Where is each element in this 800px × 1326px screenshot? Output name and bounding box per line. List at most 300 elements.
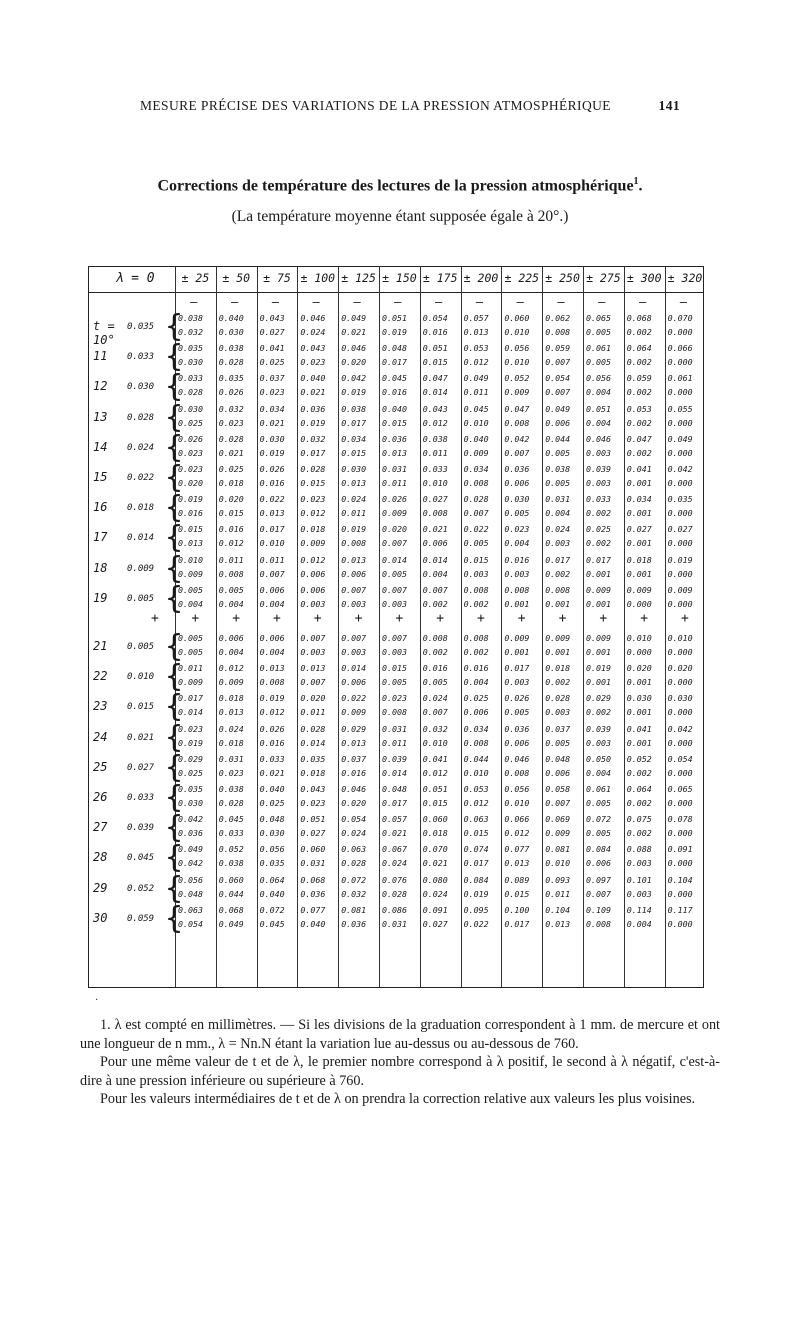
positive-lambda-value: 0.017	[586, 554, 611, 565]
positive-lambda-value: 0.010	[626, 633, 652, 643]
row-brace: {	[165, 309, 184, 344]
column-header: ± 225	[504, 271, 540, 285]
footnote-3: Pour les valeurs intermédiaires de t et de λ on prendra la correction relative aux valeurs les plus voisines.	[100, 1091, 696, 1108]
positive-lambda-value: 0.046	[341, 784, 367, 794]
positive-lambda-value: 0.022	[259, 494, 285, 505]
negative-lambda-value: 0.006	[504, 478, 530, 488]
row-brace: {	[165, 580, 184, 616]
positive-lambda-value: 0.065	[586, 313, 611, 323]
positive-lambda-value: 0.091	[422, 904, 448, 915]
negative-lambda-value: 0.013	[218, 707, 244, 718]
minus-sign: —	[312, 295, 321, 309]
minus-sign: —	[557, 295, 565, 309]
positive-lambda-value: 0.043	[422, 403, 448, 414]
positive-lambda-value: 0.040	[259, 784, 285, 794]
zero-lambda-value: 0.005	[127, 642, 155, 652]
positive-lambda-value: 0.021	[422, 524, 448, 535]
negative-lambda-value: 0.003	[504, 568, 530, 579]
positive-lambda-value: 0.016	[504, 554, 530, 565]
positive-lambda-value: 0.034	[463, 464, 489, 474]
positive-lambda-value: 0.037	[341, 753, 367, 764]
positive-lambda-value: 0.006	[259, 633, 285, 643]
positive-lambda-value: 0.011	[218, 554, 244, 565]
positive-lambda-value: 0.061	[667, 373, 693, 384]
positive-lambda-value: 0.016	[218, 524, 244, 535]
positive-lambda-value: 0.029	[586, 693, 611, 704]
negative-lambda-value: 0.054	[178, 918, 203, 929]
temperature-label: 18	[93, 560, 108, 575]
temperature-label: 14	[93, 439, 108, 454]
positive-lambda-value: 0.018	[218, 693, 244, 704]
positive-lambda-value: 0.042	[504, 433, 530, 444]
temperature-label: 21	[93, 639, 108, 653]
zero-lambda-value: 0.027	[127, 762, 155, 773]
negative-lambda-value: 0.002	[545, 677, 571, 688]
negative-lambda-value: 0.012	[422, 767, 448, 778]
positive-lambda-value: 0.042	[667, 723, 693, 734]
positive-lambda-value: 0.049	[341, 313, 367, 323]
positive-lambda-value: 0.009	[545, 633, 571, 643]
negative-lambda-value: 0.012	[504, 828, 530, 839]
row-brace: {	[165, 840, 184, 876]
negative-lambda-value: 0.000	[667, 888, 693, 899]
negative-lambda-value: 0.016	[178, 508, 203, 519]
negative-lambda-value: 0.035	[259, 858, 285, 869]
positive-lambda-value: 0.068	[300, 874, 326, 885]
negative-lambda-value: 0.004	[259, 647, 285, 657]
positive-lambda-value: 0.019	[586, 663, 611, 674]
negative-lambda-value: 0.006	[341, 568, 367, 579]
negative-lambda-value: 0.030	[218, 327, 244, 337]
positive-lambda-value: 0.039	[382, 753, 407, 764]
negative-lambda-value: 0.004	[626, 918, 652, 929]
positive-lambda-value: 0.027	[667, 524, 693, 535]
negative-lambda-value: 0.002	[626, 357, 652, 368]
positive-lambda-value: 0.033	[422, 464, 448, 474]
row-brace: {	[165, 749, 184, 785]
negative-lambda-value: 0.023	[259, 387, 285, 398]
positive-lambda-value: 0.018	[300, 524, 326, 535]
positive-lambda-value: 0.017	[259, 524, 285, 535]
negative-lambda-value: 0.009	[463, 447, 489, 458]
positive-lambda-value: 0.023	[504, 524, 530, 535]
column-header: ± 50	[222, 271, 251, 285]
negative-lambda-value: 0.013	[545, 918, 571, 929]
negative-lambda-value: 0.001	[504, 598, 530, 609]
column-header: ± 75	[263, 271, 291, 285]
positive-lambda-value: 0.034	[341, 433, 367, 444]
negative-lambda-value: 0.001	[626, 538, 652, 549]
positive-lambda-value: 0.072	[259, 904, 285, 915]
temperature-label: 23	[93, 699, 108, 714]
negative-lambda-value: 0.023	[300, 357, 326, 368]
negative-lambda-value: 0.005	[545, 737, 571, 748]
negative-lambda-value: 0.001	[586, 568, 611, 579]
positive-lambda-value: 0.016	[422, 663, 448, 674]
negative-lambda-value: 0.013	[382, 447, 407, 458]
positive-lambda-value: 0.069	[545, 814, 571, 825]
positive-lambda-value: 0.064	[259, 874, 285, 885]
positive-lambda-value: 0.051	[300, 814, 326, 825]
positive-lambda-value: 0.035	[300, 753, 326, 764]
negative-lambda-value: 0.017	[382, 798, 407, 808]
negative-lambda-value: 0.008	[382, 707, 407, 718]
positive-lambda-value: 0.064	[626, 784, 652, 794]
positive-lambda-value: 0.006	[218, 633, 244, 643]
negative-lambda-value: 0.000	[667, 598, 693, 609]
positive-lambda-value: 0.040	[382, 403, 407, 414]
positive-lambda-value: 0.053	[463, 784, 489, 794]
row-brace: {	[165, 460, 184, 495]
plus-sign: +	[273, 611, 281, 626]
row-brace: {	[165, 689, 184, 725]
negative-lambda-value: 0.012	[422, 417, 448, 428]
negative-lambda-value: 0.015	[422, 798, 448, 808]
positive-lambda-value: 0.060	[422, 814, 448, 825]
footnotes	[80, 1016, 720, 1109]
positive-lambda-value: 0.026	[178, 433, 203, 444]
positive-lambda-value: 0.036	[504, 723, 530, 734]
positive-lambda-value: 0.114	[626, 904, 652, 915]
negative-lambda-value: 0.011	[341, 508, 367, 519]
positive-lambda-value: 0.032	[218, 403, 244, 414]
positive-lambda-value: 0.097	[586, 874, 611, 885]
negative-lambda-value: 0.019	[300, 417, 326, 428]
row-brace: {	[165, 520, 184, 556]
negative-lambda-value: 0.038	[218, 858, 244, 869]
negative-lambda-value: 0.003	[586, 737, 611, 748]
negative-lambda-value: 0.016	[341, 767, 367, 778]
negative-lambda-value: 0.009	[504, 387, 530, 398]
positive-lambda-value: 0.005	[178, 633, 203, 643]
negative-lambda-value: 0.009	[300, 538, 326, 549]
positive-lambda-value: 0.005	[218, 584, 244, 595]
minus-sign: —	[598, 295, 606, 309]
positive-lambda-value: 0.008	[463, 584, 489, 595]
negative-lambda-value: 0.003	[382, 598, 407, 609]
positive-lambda-value: 0.081	[341, 904, 367, 915]
negative-lambda-value: 0.030	[178, 357, 203, 368]
negative-lambda-value: 0.010	[463, 767, 489, 778]
positive-lambda-value: 0.013	[259, 663, 285, 674]
column-header: ± 200	[463, 271, 499, 285]
negative-lambda-value: 0.007	[463, 508, 489, 519]
negative-lambda-value: 0.008	[422, 508, 448, 519]
negative-lambda-value: 0.028	[178, 387, 203, 398]
positive-lambda-value: 0.078	[667, 814, 693, 825]
negative-lambda-value: 0.023	[218, 767, 244, 778]
negative-lambda-value: 0.021	[422, 858, 448, 869]
positive-lambda-value: 0.064	[626, 343, 652, 354]
positive-lambda-value: 0.024	[422, 693, 448, 704]
negative-lambda-value: 0.005	[382, 568, 407, 579]
positive-lambda-value: 0.007	[382, 584, 407, 595]
positive-lambda-value: 0.040	[463, 433, 489, 444]
table-header-row	[89, 267, 703, 293]
positive-lambda-value: 0.031	[382, 723, 407, 734]
positive-lambda-value: 0.028	[545, 693, 571, 704]
plus-sign: +	[232, 611, 241, 626]
positive-lambda-value: 0.036	[300, 403, 326, 414]
positive-lambda-value: 0.042	[341, 373, 367, 384]
zero-lambda-value: 0.052	[127, 883, 155, 894]
positive-lambda-value: 0.109	[586, 904, 611, 915]
negative-lambda-value: 0.008	[259, 677, 285, 688]
positive-lambda-value: 0.072	[341, 874, 367, 885]
negative-lambda-value: 0.015	[341, 447, 367, 458]
positive-lambda-value: 0.016	[463, 663, 489, 674]
minus-sign: —	[231, 295, 239, 309]
positive-lambda-value: 0.026	[259, 723, 285, 734]
row-brace: {	[165, 629, 184, 664]
negative-lambda-value: 0.001	[504, 647, 530, 657]
negative-lambda-value: 0.009	[218, 677, 244, 688]
negative-lambda-value: 0.008	[463, 737, 489, 748]
negative-lambda-value: 0.012	[463, 357, 489, 368]
negative-lambda-value: 0.008	[586, 918, 611, 929]
negative-lambda-value: 0.021	[341, 327, 367, 337]
positive-lambda-value: 0.019	[341, 524, 367, 535]
negative-lambda-value: 0.013	[178, 538, 203, 549]
negative-lambda-value: 0.003	[300, 598, 326, 609]
negative-lambda-value: 0.001	[586, 677, 611, 688]
positive-lambda-value: 0.047	[504, 403, 530, 414]
negative-lambda-value: 0.002	[626, 767, 652, 778]
positive-lambda-value: 0.045	[218, 814, 244, 825]
positive-lambda-value: 0.037	[259, 373, 285, 384]
positive-lambda-value: 0.048	[382, 784, 407, 794]
positive-lambda-value: 0.024	[545, 524, 571, 535]
positive-lambda-value: 0.039	[586, 464, 611, 474]
negative-lambda-value: 0.022	[463, 918, 489, 929]
positive-lambda-value: 0.038	[341, 403, 367, 414]
negative-lambda-value: 0.000	[667, 647, 693, 657]
temperature-label: 26	[93, 790, 108, 804]
negative-lambda-value: 0.006	[463, 707, 489, 718]
negative-lambda-value: 0.000	[667, 677, 693, 688]
negative-lambda-value: 0.006	[545, 417, 571, 428]
positive-lambda-value: 0.034	[259, 403, 285, 414]
row-brace: {	[165, 429, 184, 465]
positive-lambda-value: 0.023	[178, 464, 203, 474]
negative-lambda-value: 0.014	[300, 737, 326, 748]
positive-lambda-value: 0.035	[667, 494, 693, 505]
positive-lambda-value: 0.030	[178, 403, 203, 414]
positive-lambda-value: 0.020	[626, 663, 652, 674]
positive-lambda-value: 0.088	[626, 844, 652, 855]
positive-lambda-value: 0.020	[218, 494, 244, 505]
temperature-label: 13	[93, 409, 108, 424]
negative-lambda-value: 0.008	[545, 327, 571, 337]
positive-lambda-value: 0.010	[178, 554, 203, 565]
positive-lambda-value: 0.020	[300, 693, 326, 704]
positive-lambda-value: 0.015	[178, 524, 203, 535]
negative-lambda-value: 0.004	[586, 387, 611, 398]
negative-lambda-value: 0.005	[178, 647, 203, 657]
negative-lambda-value: 0.010	[463, 417, 489, 428]
row-brace: {	[165, 490, 184, 526]
positive-lambda-value: 0.014	[341, 663, 367, 674]
positive-lambda-value: 0.032	[300, 433, 326, 444]
negative-lambda-value: 0.008	[341, 538, 367, 549]
positive-lambda-value: 0.047	[422, 373, 448, 384]
table-row	[89, 900, 703, 937]
temperature-label: 28	[93, 850, 108, 865]
negative-lambda-value: 0.017	[382, 357, 407, 368]
positive-lambda-value: 0.060	[504, 313, 530, 323]
positive-lambda-value: 0.009	[504, 633, 530, 643]
positive-lambda-value: 0.044	[463, 753, 489, 764]
negative-lambda-value: 0.000	[667, 327, 693, 337]
negative-lambda-value: 0.006	[300, 568, 326, 579]
positive-lambda-value: 0.009	[586, 633, 611, 643]
negative-lambda-value: 0.001	[626, 677, 652, 688]
positive-lambda-value: 0.029	[178, 753, 203, 764]
positive-lambda-value: 0.051	[586, 403, 611, 414]
negative-lambda-value: 0.016	[422, 327, 448, 337]
positive-lambda-value: 0.030	[504, 494, 530, 505]
temperature-label: 19	[93, 590, 108, 605]
footnote-2: Pour une même valeur de t et de λ, le premier nombre correspond à λ positif, le second à λ négatif, c'est-à-dire à une pression inférieure ou supérieure à 760.	[80, 1054, 720, 1089]
negative-lambda-value: 0.013	[341, 478, 367, 488]
positive-lambda-value: 0.032	[422, 723, 448, 734]
negative-lambda-value: 0.000	[667, 737, 693, 748]
negative-lambda-value: 0.008	[504, 417, 530, 428]
positive-lambda-value: 0.041	[422, 753, 448, 764]
negative-lambda-value: 0.000	[667, 417, 693, 428]
plus-sign: +	[558, 611, 567, 626]
negative-lambda-value: 0.005	[382, 677, 407, 688]
positive-lambda-value: 0.030	[667, 693, 693, 704]
negative-lambda-value: 0.010	[422, 737, 448, 748]
positive-lambda-value: 0.072	[586, 814, 611, 825]
negative-lambda-value: 0.026	[218, 387, 244, 398]
negative-lambda-value: 0.018	[422, 828, 448, 839]
zero-lambda-value: 0.015	[127, 702, 155, 713]
positive-lambda-value: 0.038	[422, 433, 448, 444]
negative-lambda-value: 0.014	[382, 767, 407, 778]
temperature-label: 11	[93, 349, 108, 364]
negative-lambda-value: 0.014	[422, 387, 448, 398]
zero-lambda-value: 0.014	[127, 533, 155, 544]
negative-lambda-value: 0.005	[545, 478, 571, 488]
zero-lambda-value: 0.005	[127, 593, 155, 604]
negative-lambda-value: 0.032	[341, 888, 367, 899]
positive-lambda-value: 0.044	[545, 433, 571, 444]
negative-lambda-value: 0.036	[341, 918, 367, 929]
temperature-label: t = 10°	[93, 319, 115, 347]
negative-lambda-value: 0.000	[667, 707, 693, 718]
negative-lambda-value: 0.017	[463, 858, 489, 869]
positive-lambda-value: 0.025	[586, 524, 611, 535]
positive-lambda-value: 0.056	[178, 874, 203, 885]
positive-lambda-value: 0.049	[545, 403, 571, 414]
positive-lambda-value: 0.012	[218, 663, 244, 674]
negative-lambda-value: 0.015	[300, 478, 326, 488]
negative-lambda-value: 0.019	[341, 387, 367, 398]
positive-lambda-value: 0.091	[667, 844, 693, 855]
positive-lambda-value: 0.029	[341, 723, 367, 734]
positive-lambda-value: 0.015	[463, 554, 489, 565]
positive-lambda-value: 0.053	[626, 403, 652, 414]
negative-lambda-value: 0.010	[504, 357, 530, 368]
positive-lambda-value: 0.030	[259, 433, 285, 444]
negative-lambda-value: 0.009	[382, 508, 407, 519]
negative-lambda-value: 0.024	[341, 828, 367, 839]
positive-lambda-value: 0.028	[300, 464, 326, 474]
negative-lambda-value: 0.010	[545, 858, 571, 869]
positive-lambda-value: 0.046	[341, 343, 367, 354]
positive-lambda-value: 0.046	[504, 753, 530, 764]
positive-lambda-value: 0.048	[259, 814, 285, 825]
negative-lambda-value: 0.000	[626, 598, 652, 609]
zero-lambda-value: 0.028	[127, 412, 155, 423]
negative-lambda-value: 0.007	[422, 707, 448, 718]
negative-lambda-value: 0.010	[504, 798, 530, 808]
positive-lambda-value: 0.055	[667, 403, 693, 414]
row-brace: {	[165, 810, 184, 846]
negative-lambda-value: 0.005	[586, 828, 611, 839]
minus-sign: —	[272, 295, 280, 309]
negative-lambda-value: 0.007	[300, 677, 326, 688]
zero-lambda-value: 0.010	[127, 672, 155, 683]
negative-lambda-value: 0.009	[178, 568, 203, 579]
positive-lambda-value: 0.068	[218, 904, 244, 915]
negative-lambda-value: 0.011	[382, 478, 407, 488]
positive-lambda-value: 0.008	[463, 633, 489, 643]
negative-lambda-value: 0.004	[586, 417, 611, 428]
positive-lambda-value: 0.050	[586, 753, 611, 764]
negative-lambda-value: 0.017	[341, 417, 367, 428]
positive-lambda-value: 0.056	[259, 844, 285, 855]
negative-lambda-value: 0.032	[178, 327, 203, 337]
positive-lambda-value: 0.033	[259, 753, 285, 764]
negative-lambda-value: 0.010	[422, 478, 448, 488]
negative-lambda-value: 0.036	[300, 888, 326, 899]
negative-lambda-value: 0.002	[463, 598, 489, 609]
temperature-label: 16	[93, 500, 108, 515]
positive-lambda-value: 0.008	[422, 633, 448, 643]
row-brace: {	[165, 339, 184, 375]
positive-lambda-value: 0.035	[218, 373, 244, 384]
positive-lambda-value: 0.062	[545, 313, 571, 323]
temperature-label: 17	[93, 530, 108, 545]
positive-lambda-value: 0.017	[178, 693, 203, 704]
positive-lambda-value: 0.023	[382, 693, 407, 704]
negative-lambda-value: 0.021	[259, 767, 285, 778]
negative-lambda-value: 0.000	[667, 828, 693, 839]
negative-lambda-value: 0.005	[504, 707, 530, 718]
negative-lambda-value: 0.024	[300, 327, 326, 337]
plus-sign: +	[477, 611, 485, 626]
stray-mark: ·	[95, 995, 99, 1006]
table-title: Corrections de température des lectures de la pression atmosphérique$^1$.	[157, 176, 643, 195]
negative-lambda-value: 0.049	[218, 918, 244, 929]
minus-sign: —	[639, 295, 647, 309]
negative-lambda-value: 0.013	[504, 858, 530, 869]
positive-lambda-value: 0.028	[300, 723, 326, 734]
positive-lambda-value: 0.039	[586, 723, 611, 734]
positive-lambda-value: 0.068	[626, 313, 652, 323]
positive-lambda-value: 0.049	[667, 433, 693, 444]
table-title-text: Corrections de température des lectures de la pression atmosphérique	[157, 177, 634, 195]
positive-lambda-value: 0.027	[422, 494, 448, 505]
negative-lambda-value: 0.027	[259, 327, 285, 337]
positive-lambda-value: 0.031	[218, 753, 244, 764]
positive-lambda-value: 0.043	[300, 343, 326, 354]
negative-lambda-value: 0.019	[382, 327, 407, 337]
positive-lambda-value: 0.086	[382, 904, 407, 915]
